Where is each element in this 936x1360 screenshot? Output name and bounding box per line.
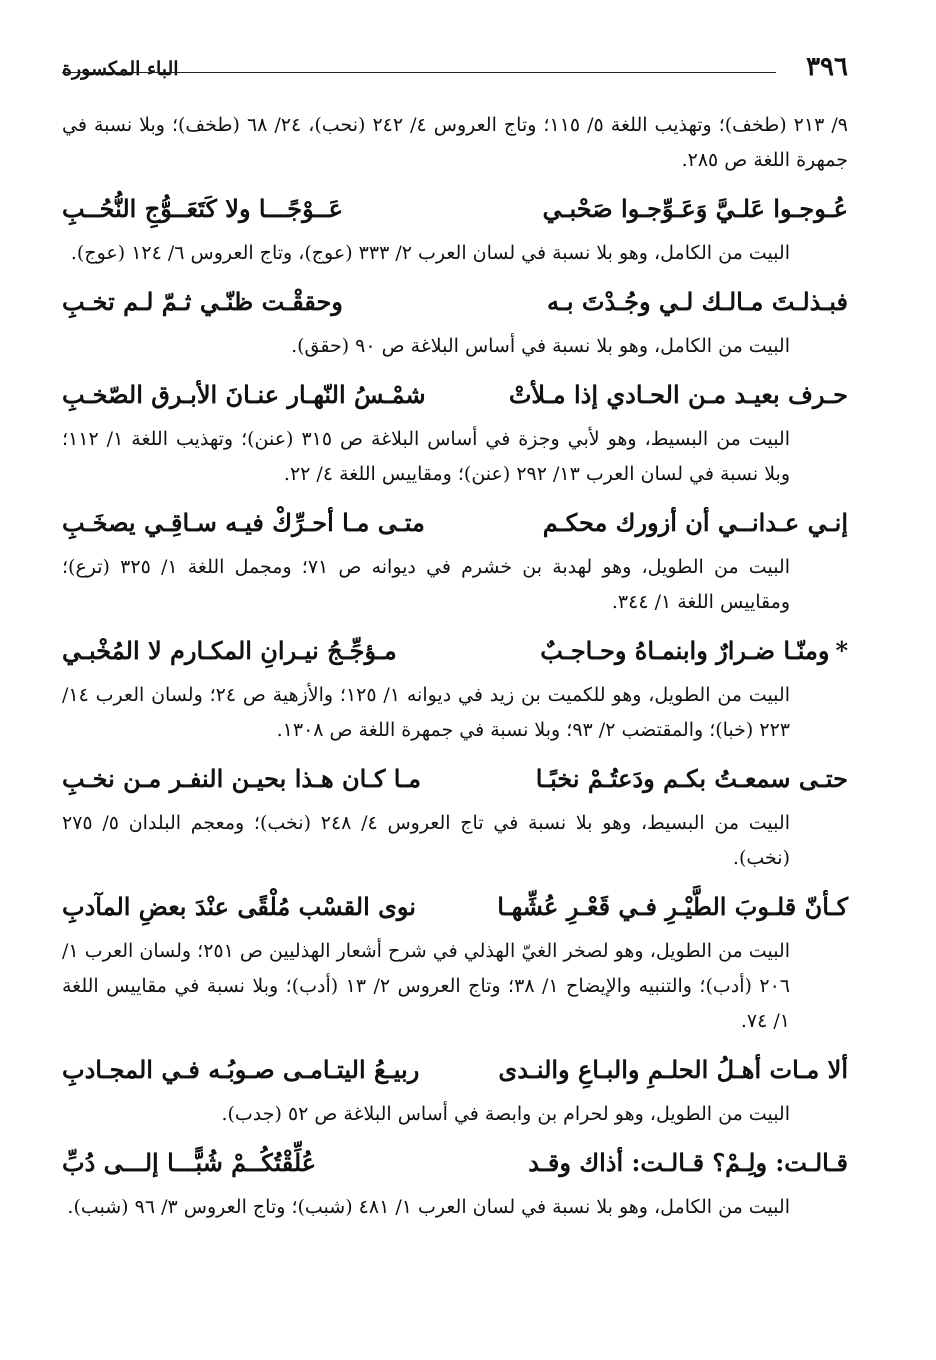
verse-second-hemistich: عُلِّقْتُكُــمْ شُبًّـــا إلـــى دُبِّ: [62, 1148, 317, 1177]
verse-1: [62, 192, 848, 226]
verse-note: البيت من الكامل، وهو بلا نسبة في لسان العرب ٢/ ٣٣٣ (عوج)، وتاج العروس ٦/ ١٢٤ (عوج).: [70, 242, 790, 264]
verse-note: البيت من الكامل، وهو بلا نسبة في أساس البلاغة ص ٩٠ (حقق).: [291, 335, 790, 357]
verse-note: البيت من الطويل، وهو لحرام بن وابصة في أساس البلاغة ص ٥٢ (جدب).: [221, 1103, 790, 1125]
hemistich-text: ومنّـا ضـرارٌ وابنمـاهُ وحـاجـبٌ: [540, 636, 830, 665]
asterisk-marker: *: [835, 636, 848, 665]
page-number: ٣٩٦: [806, 52, 848, 82]
verse-note: البيت من الكامل، وهو بلا نسبة في لسان العرب ١/ ٤٨١ (شبب)؛ وتاج العروس ٣/ ٩٦ (شبب).: [67, 1196, 790, 1218]
verse-8: [62, 1053, 848, 1087]
verse-note: البيت من البسيط، وهو لأبي وجزة في أساس البلاغة ص ٣١٥ (عنن)؛ وتهذيب اللغة ١/ ١١٢؛ وبلا نسبة في لسان العرب ١٣/ ٢٩٢ (عنن)؛ ومقاييس اللغة ٤/ ٢٢.: [62, 428, 791, 485]
verse-first-hemistich: عُـوجـوا عَلـيَّ وَعَـوِّجـوا صَحْبـي: [542, 194, 848, 223]
verse-second-hemistich: وحققْـت ظنّـي ثـمّ لـم تخـبِ: [62, 287, 343, 316]
verse-7: [62, 890, 848, 924]
verse-second-hemistich: عَــوْجًـــا ولا كَتَعَــوُّجِ النُّحُــبِ: [62, 194, 343, 223]
verse-first-hemistich: قـالـت: ولِـمْ؟ قـالـت: أذاك وقـد: [528, 1148, 848, 1177]
verse-note: البيت من الطويل، وهو لهدبة بن خشرم في ديوانه ص ٧١؛ ومجمل اللغة ١/ ٣٢٥ (ترع)؛ ومقاييس اللغة ١/ ٣٤٤.: [62, 556, 791, 613]
verse-note: البيت من الطويل، وهو للكميت بن زيد في ديوانه ١/ ١٢٥؛ والأزهية ص ٢٤؛ ولسان العرب ١٤/ ٢٢٣ (خبا)؛ والمقتضب ٢/ ٩٣؛ وبلا نسبة في جمهرة اللغة ص ١٣٠٨.: [62, 684, 790, 741]
intro-note: ٩/ ٢١٣ (طخف)؛ وتهذيب اللغة ٥/ ١١٥؛ وتاج العروس ٤/ ٢٤٢ (نحب)، ٢٤/ ٦٨ (طخف)؛ وبلا نسبة في جمهرة اللغة ص ٢٨٥.: [62, 114, 848, 171]
verse-3: [62, 378, 848, 412]
verse-first-hemistich: فبـذلـتَ مـالـك لـي وجُـدْتَ بـه: [546, 287, 848, 316]
verse-second-hemistich: مـؤجِّـجُ نيـرانِ المكـارم لا المُخْبـي: [62, 636, 397, 665]
page-content: [62, 108, 848, 1225]
header-rule: [62, 72, 776, 73]
verse-5: [62, 634, 848, 668]
verse-note: البيت من البسيط، وهو بلا نسبة في تاج العروس ٤/ ٢٤٨ (نخب)؛ ومعجم البلدان ٥/ ٢٧٥ (نخب).: [62, 812, 790, 869]
verse-second-hemistich: نوى القسْب مُلْقًى عنْدَ بعضِ المآدبِ: [62, 892, 416, 921]
verse-first-hemistich: إنـي عـدانــي أن أزورك محكـم: [542, 508, 848, 537]
verse-first-hemistich: حـرف بعيـد مـن الحـادي إذا مـلأتْ: [508, 380, 848, 409]
verse-first-hemistich: كـأنّ قلـوبَ الطَّيْـرِ فـي قَعْـرِ عُشِّهـا: [497, 892, 848, 921]
running-header: [62, 52, 848, 86]
verse-second-hemistich: مـا كـان هـذا بحيـن النفـر مـن نخـبِ: [62, 764, 421, 793]
verse-first-hemistich: ألا مـات أهـلُ الحلـمِ والبـاعِ والنـدى: [498, 1055, 848, 1084]
verse-first-hemistich: حتـى سمعـتُ بكـم ودَعتُـمْ نخبًـا: [535, 764, 848, 793]
verse-4: [62, 506, 848, 540]
verse-first-hemistich: [540, 634, 848, 668]
verse-second-hemistich: شمْـسُ النّهـار عنـانَ الأبـرق الصّخـبِ: [62, 380, 426, 409]
verse-6: [62, 762, 848, 796]
verse-9: [62, 1146, 848, 1180]
verse-second-hemistich: ربيـعُ اليتـامـى صـوبُـه فـي المجـادبِ: [62, 1055, 420, 1084]
verse-2: [62, 285, 848, 319]
running-title: الباء المكسورة: [62, 58, 179, 80]
verse-note: البيت من الطويل، وهو لصخر الغيّ الهذلي في شرح أشعار الهذليين ص ٢٥١؛ ولسان العرب ١/ ٢٠٦ (أدب)؛ والتنبيه والإيضاح ١/ ٣٨؛ وتاج العروس ٢/ ١٣ (أدب)؛ وبلا نسبة في مقاييس اللغة ١/ ٧٤.: [62, 940, 791, 1032]
verse-second-hemistich: متـى مـا أحـرِّكْ فيـه سـاقِـي يصخَـبِ: [62, 508, 425, 537]
